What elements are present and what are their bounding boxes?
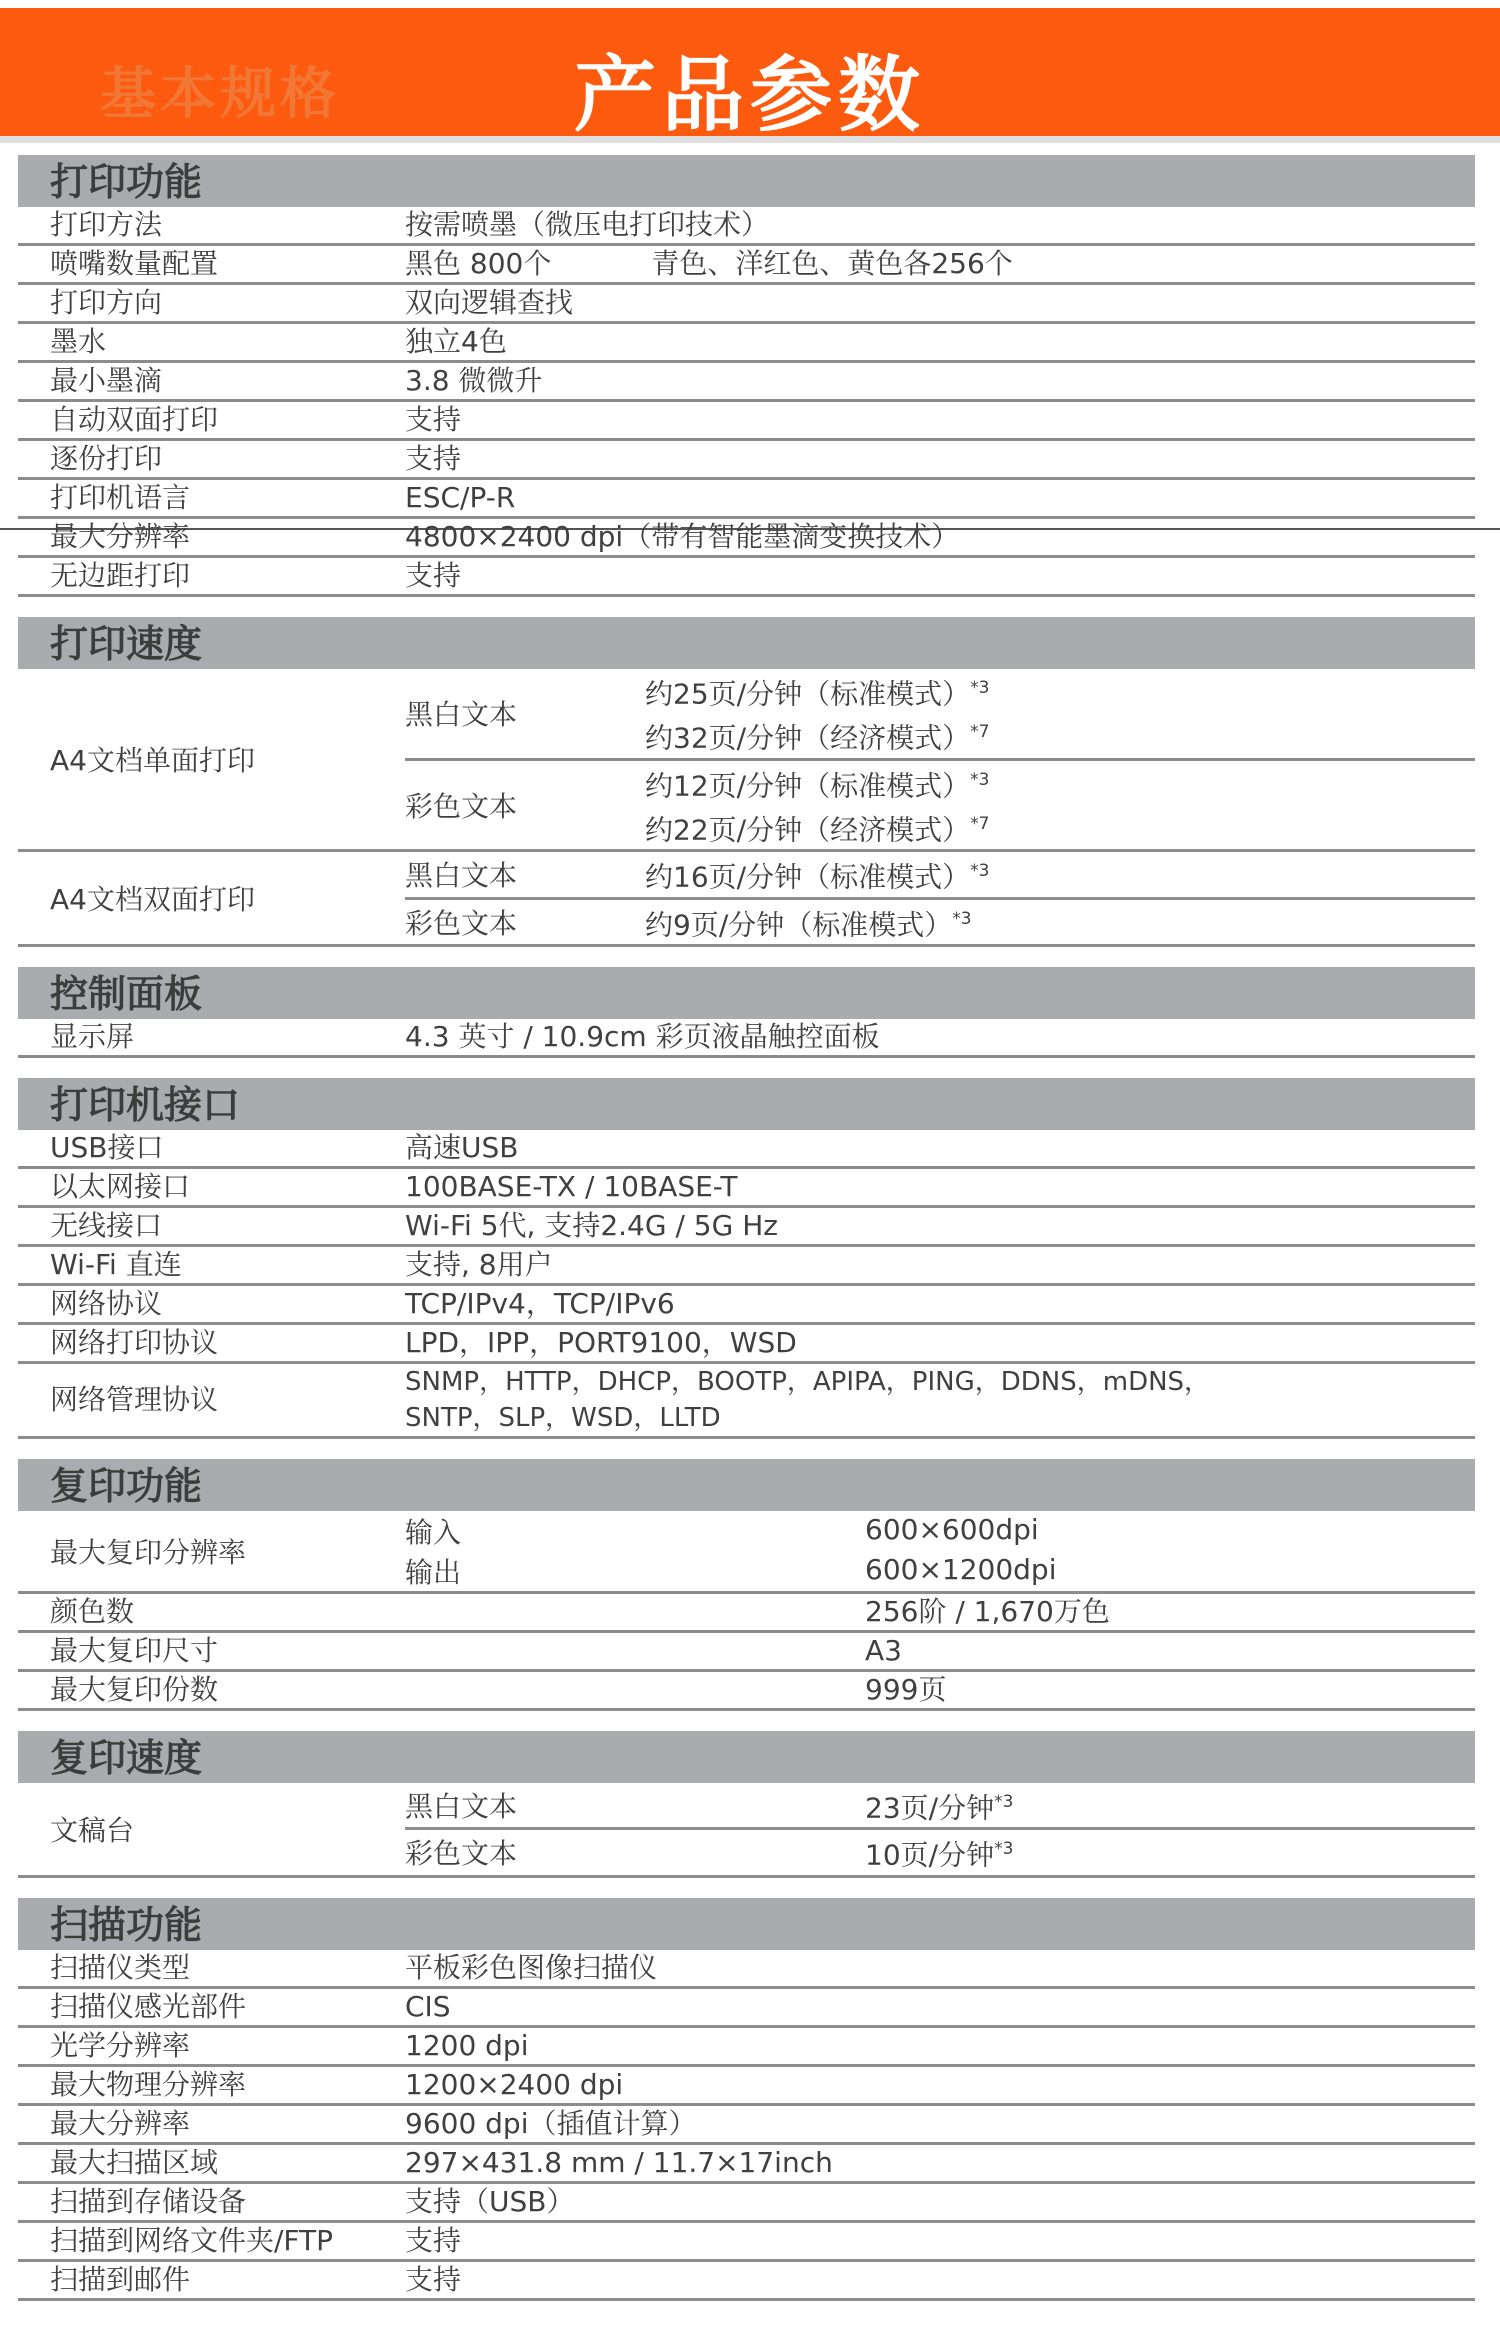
- spec-label: 最大物理分辨率: [50, 2067, 247, 2101]
- spec-value: [645, 761, 1475, 805]
- spec-value-line: SNTP，SLP，WSD，LLTD: [405, 1402, 721, 1433]
- spec-sublabel: 黑白文本: [405, 1790, 518, 1824]
- section-title: 打印速度: [18, 617, 1475, 669]
- spec-row: [18, 1594, 1475, 1633]
- footnote-mark: *7: [970, 722, 990, 743]
- spec-row: [18, 1633, 1475, 1672]
- spec-subrow: [405, 1830, 1475, 1874]
- spec-label: 扫描仪类型: [50, 1950, 191, 1984]
- speed-text: 约25页/分钟（标准模式）: [645, 677, 971, 711]
- spec-group: [18, 669, 1475, 852]
- spec-value: 9600 dpi（插值计算）: [405, 2106, 697, 2140]
- spec-label: 最大复印分辨率: [50, 1535, 247, 1569]
- spec-row: [18, 2145, 1475, 2184]
- section-print-function: [18, 155, 1475, 597]
- spec-row: [18, 1989, 1475, 2028]
- footnote-mark: *7: [970, 813, 990, 834]
- spec-label: 最大分辨率: [50, 520, 191, 553]
- speed-text: 约22页/分钟（经济模式）: [645, 813, 971, 847]
- section-copy-speed: [18, 1731, 1475, 1878]
- spec-value: 支持: [405, 442, 462, 475]
- spec-label: 最大复印份数: [50, 1672, 219, 1706]
- spec-label: A4文档单面打印: [50, 744, 255, 778]
- spec-subrow: [405, 761, 1475, 850]
- spec-row: [18, 1208, 1475, 1247]
- spec-value: [645, 805, 1475, 849]
- section-title: 打印机接口: [18, 1078, 1475, 1130]
- spec-label: 打印机语言: [50, 481, 191, 514]
- section-title: 复印功能: [18, 1459, 1475, 1511]
- spec-label: 扫描到邮件: [50, 2262, 191, 2296]
- spec-value: [645, 900, 1475, 944]
- spec-value: 按需喷墨（微压电打印技术）: [405, 208, 770, 241]
- footnote-mark: *3: [994, 1839, 1014, 1860]
- spec-value: [645, 669, 1475, 713]
- spec-subrow: [405, 1783, 1475, 1830]
- spec-row: [18, 1950, 1475, 1989]
- spec-label: 颜色数: [50, 1594, 135, 1628]
- spec-row: [18, 1019, 1475, 1058]
- spec-value: 支持: [405, 2223, 462, 2257]
- spec-label: 光学分辨率: [50, 2028, 191, 2062]
- spec-row: [18, 2184, 1475, 2223]
- section-scan-function: [18, 1898, 1475, 2301]
- spec-sublabel: 彩色文本: [405, 1837, 518, 1871]
- spec-sublabel: 输入: [405, 1515, 462, 1549]
- banner: [0, 8, 1500, 143]
- speed-text: 约9页/分钟（标准模式）: [645, 907, 953, 941]
- spec-value: 1200 dpi: [405, 2028, 529, 2062]
- spec-label: 文稿台: [50, 1813, 135, 1847]
- section-copy-function: [18, 1459, 1475, 1711]
- spec-label: 打印方向: [50, 286, 163, 319]
- spec-value-color: 青色、洋红色、黄色各256个: [651, 247, 1013, 280]
- spec-label: A4文档双面打印: [50, 883, 255, 917]
- spec-label: USB接口: [50, 1130, 164, 1164]
- spec-label: 以太网接口: [50, 1169, 191, 1203]
- spec-subrow: [405, 1511, 1475, 1551]
- page-title: 产品参数: [573, 48, 926, 143]
- spec-row: [18, 1325, 1475, 1364]
- spec-sublabel: 彩色文本: [405, 906, 518, 940]
- spec-value: [865, 1783, 1475, 1827]
- spec-sublabel: 输出: [405, 1555, 462, 1589]
- spec-sublabel: 彩色文本: [405, 789, 518, 823]
- spec-value: [645, 713, 1475, 757]
- section-title: 打印功能: [18, 155, 1475, 207]
- spec-value: A3: [865, 1633, 902, 1667]
- spec-label: 打印方法: [50, 208, 163, 241]
- spec-label: 最大复印尺寸: [50, 1633, 219, 1667]
- spec-sublabel: 黑白文本: [405, 698, 518, 732]
- spec-row: [18, 2106, 1475, 2145]
- footnote-mark: *3: [952, 908, 972, 929]
- spec-row: [18, 1247, 1475, 1286]
- spec-value: 999页: [865, 1672, 947, 1706]
- spec-subrow: [405, 669, 1475, 761]
- spec-value: 100BASE-TX / 10BASE-T: [405, 1169, 738, 1203]
- section-control-panel: [18, 967, 1475, 1058]
- spec-label: 扫描到存储设备: [50, 2184, 247, 2218]
- spec-row: [18, 363, 1475, 402]
- spec-value: 3.8 微微升: [405, 364, 543, 397]
- spec-subrow: [405, 852, 1475, 899]
- spec-value: 双向逻辑查找: [405, 286, 574, 319]
- spec-label: 喷嘴数量配置: [50, 247, 219, 280]
- spec-value: ESC/P-R: [405, 481, 516, 514]
- spec-label: 扫描仪感光部件: [50, 1989, 247, 2023]
- spec-value: [865, 1830, 1475, 1874]
- spec-label: 最小墨滴: [50, 364, 163, 397]
- spec-row: [18, 2223, 1475, 2262]
- spec-label: 最大分辨率: [50, 2106, 191, 2140]
- spec-row: [18, 1286, 1475, 1325]
- spec-value: [405, 246, 1475, 282]
- spec-label: 扫描到网络文件夹/FTP: [50, 2223, 334, 2257]
- spec-value: 4.3 英寸 / 10.9cm 彩页液晶触控面板: [405, 1019, 880, 1053]
- spec-label: 无线接口: [50, 1208, 163, 1242]
- spec-value: 支持（USB）: [405, 2184, 575, 2218]
- spec-group: [18, 852, 1475, 947]
- spec-value: CIS: [405, 1989, 451, 2023]
- spec-value-black: 黑色 800个: [405, 247, 552, 280]
- spec-value: 600×1200dpi: [865, 1552, 1057, 1586]
- footnote-mark: *3: [970, 861, 990, 882]
- spec-value: [645, 852, 1475, 896]
- spec-row: [18, 1364, 1475, 1439]
- spec-value: 600×600dpi: [865, 1512, 1039, 1546]
- spec-subrow: [405, 900, 1475, 944]
- spec-group: [18, 1783, 1475, 1878]
- spec-row: [18, 480, 1475, 519]
- spec-value: 支持: [405, 559, 462, 592]
- spec-value: LPD，IPP，PORT9100，WSD: [405, 1325, 797, 1359]
- spec-row: [18, 402, 1475, 441]
- spec-row: [18, 519, 1475, 558]
- section-print-speed: [18, 617, 1475, 947]
- spec-label: 自动双面打印: [50, 403, 219, 436]
- spec-value: 高速USB: [405, 1130, 519, 1164]
- spec-label: 显示屏: [50, 1019, 135, 1053]
- spec-row: [18, 558, 1475, 597]
- spec-value: 平板彩色图像扫描仪: [405, 1950, 658, 1984]
- spec-value: 支持: [405, 403, 462, 436]
- banner-ghost-text: 基本规格: [100, 62, 340, 127]
- spec-row: [18, 1672, 1475, 1711]
- spec-row: [18, 2028, 1475, 2067]
- speed-text: 约16页/分钟（标准模式）: [645, 860, 971, 894]
- spec-group: [18, 1511, 1475, 1594]
- spec-value: TCP/IPv4，TCP/IPv6: [405, 1286, 675, 1320]
- spec-sublabel: 黑白文本: [405, 859, 518, 893]
- spec-label: 逐份打印: [50, 442, 163, 475]
- speed-text: 约12页/分钟（标准模式）: [645, 768, 971, 802]
- spec-row: [18, 246, 1475, 285]
- spec-row: [18, 441, 1475, 480]
- spec-value: 独立4色: [405, 325, 507, 358]
- section-interface: [18, 1078, 1475, 1439]
- footnote-mark: *3: [970, 769, 990, 790]
- spec-value: 1200×2400 dpi: [405, 2067, 624, 2101]
- spec-row: [18, 1169, 1475, 1208]
- spec-value: [405, 1364, 1475, 1436]
- footnote-mark: *3: [994, 1791, 1014, 1812]
- section-title: 扫描功能: [18, 1898, 1475, 1950]
- footnote-mark: *3: [970, 678, 990, 698]
- spec-value: 支持: [405, 2262, 462, 2296]
- spec-row: [18, 324, 1475, 363]
- spec-label: 网络协议: [50, 1286, 163, 1320]
- spec-value-line: SNMP，HTTP，DHCP，BOOTP，APIPA，PING，DDNS，mDNS，: [405, 1366, 1211, 1397]
- spec-row: [18, 2262, 1475, 2301]
- spec-label: 网络管理协议: [50, 1382, 219, 1416]
- spec-table: [18, 155, 1475, 2301]
- spec-value: 4800×2400 dpi（带有智能墨滴变换技术）: [405, 520, 960, 553]
- spec-value: 256阶 / 1,670万色: [865, 1594, 1110, 1628]
- spec-row: [18, 2067, 1475, 2106]
- spec-value: 支持, 8用户: [405, 1247, 553, 1281]
- spec-row: [18, 285, 1475, 324]
- spec-value: Wi-Fi 5代, 支持2.4G / 5G Hz: [405, 1208, 778, 1242]
- spec-row: [18, 207, 1475, 246]
- spec-subrow: [405, 1551, 1475, 1591]
- speed-text: 10页/分钟: [865, 1838, 995, 1872]
- section-title: 复印速度: [18, 1731, 1475, 1783]
- spec-label: 最大扫描区域: [50, 2145, 219, 2179]
- spec-label: 无边距打印: [50, 559, 191, 592]
- spec-label: Wi-Fi 直连: [50, 1247, 182, 1281]
- spec-label: 墨水: [50, 325, 107, 358]
- speed-text: 约32页/分钟（经济模式）: [645, 721, 971, 755]
- spec-row: [18, 1130, 1475, 1169]
- spec-label: 网络打印协议: [50, 1325, 219, 1359]
- speed-text: 23页/分钟: [865, 1791, 995, 1825]
- spec-value: 297×431.8 mm / 11.7×17inch: [405, 2145, 833, 2179]
- section-title: 控制面板: [18, 967, 1475, 1019]
